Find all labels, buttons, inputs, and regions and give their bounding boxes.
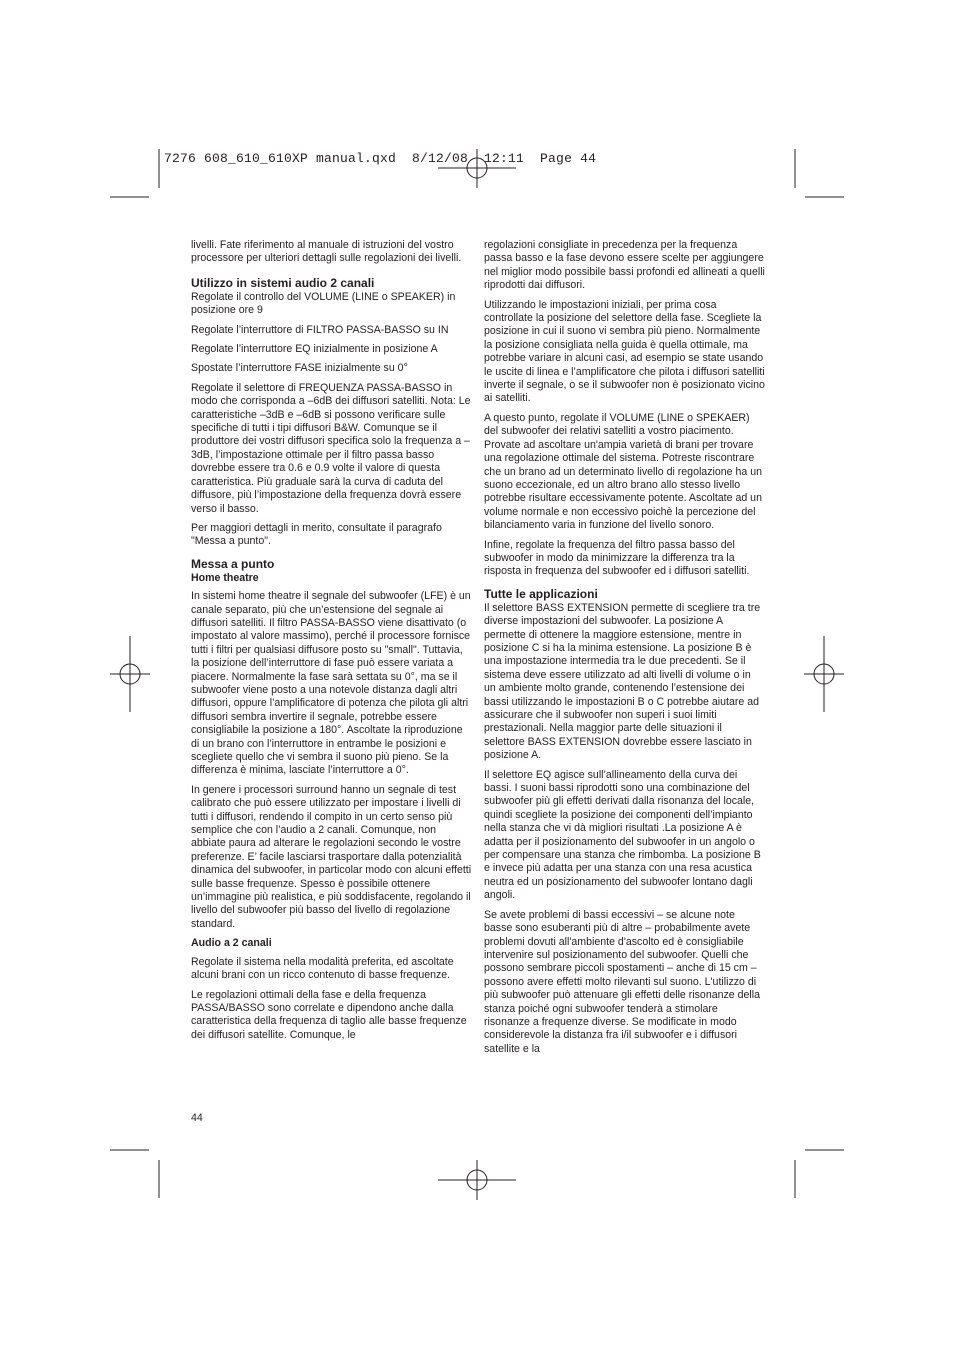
paragraph: Regolate il sistema nella modalità preferita, ed ascoltate alcuni brani con un ricco contenuto di basse frequenze. (191, 955, 454, 982)
heading-all-applications: Tutte le applicazioni (484, 586, 598, 601)
paragraph: Utilizzando le impostazioni iniziali, per prima cosa controllate la posizione del selettore della fase. Scegliete la posizione in cui il suono vi sembra più pieno. Normalmente la posizione consigliata nella guida è quella ottimale, ma potrebbe variare in alcuni casi, ad esempio se state usando le uscite di linea e l’amplificatore che pilota i diffusori satelliti inverte il segnale, o se il subwoofer non è posizionato vicino ai satelliti. (484, 298, 765, 405)
paragraph: Spostate l’interruttore FASE inizialmente su 0° (191, 362, 408, 375)
paragraph: Per maggiori dettagli in merito, consultate il paragrafo "Messa a punto". (191, 521, 442, 548)
subheading-home-theatre: Home theatre (191, 571, 259, 584)
paragraph: Regolate il controllo del VOLUME (LINE o SPEAKER) in posizione ore 9 (191, 290, 456, 317)
heading-setup: Messa a punto (191, 556, 275, 571)
paragraph: Infine, regolate la frequenza del filtro passa basso del subwoofer in modo da minimizzare la differenza tra la risposta in frequenza del subwoofer ed i diffusori satelliti. (484, 538, 750, 578)
print-slug: 7276 608_610_610XP manual.qxd 8/12/08 12:11 Page 44 (164, 151, 597, 166)
right-column (484, 239, 765, 1062)
page-number: 44 (191, 1112, 203, 1124)
paragraph: Le regolazioni ottimali della fase e della frequenza PASSA/BASSO sono correlate e dipendono anche dalla caratteristica della frequenza di taglio alle basse frequenze dei diffusori satellite. Comunque, le (191, 988, 467, 1041)
paragraph: A questo punto, regolate il VOLUME (LINE o SPEKAER) del subwoofer dei relativi satelliti a vostro piacimento. Provate ad ascoltare un'ampia varietà di brani per trovare una regolazione ottimale del sistema. Potreste riscontrare che un brano ad un determinato livello di regolazione ha un suono eccezionale, ed un altro brano allo stesso livello potrebbe risultare eccessivamente potente. Ascoltate ad un volume normale e non eccessivo poichè la percezione del bilanciamento varia in funzione del livello sonoro. (484, 411, 762, 532)
paragraph: regolazioni consigliate in precedenza per la frequenza passa basso e la fase devono essere scelte per aggiungere nel miglior modo possibile bassi profondi ed allineati a quelli riprodotti dai diffusori. (484, 239, 765, 292)
paragraph: In sistemi home theatre il segnale del subwoofer (LFE) è un canale separato, più che un’estensione del segnale ai diffusori satelliti. Il filtro PASSA-BASSO viene disattivato (o impostato al valore massimo), perché il processore fornisce tutti i filtri per qualsiasi diffusore posto su "small". Tuttavia, la posizione dell’interruttore di fase può essere variata a piacere. Normalmente la fase sarà settata su 0°, ma se il subwoofer viene posto a una notevole distanza dagli altri diffusori, oppure l’amplificatore di potenza che pilota gli altri diffusori sembra invertire il segnale, potrebbe essere consigliabile la posizione a 180°. Ascoltate la riproduzione di un brano con l’interruttore in entrambe le posizioni e scegliete quello che vi sembra il suono più pieno. Se la differenza è minima, lasciate l’interruttore a 0°. (191, 590, 471, 777)
paragraph: Regolate l’interruttore di FILTRO PASSA-BASSO su IN (191, 323, 449, 336)
paragraph: Se avete problemi di bassi eccessivi – se alcune note basse sono esuberanti più di altre – probabilmente avete problemi dovuti all'ambiente d'ascolto ed è consigliabile intervenire sul posizionamento del subwoofer. Quelli che possono sembrare piccoli spostamenti – anche di 15 cm – possono avere effetti molto rilevanti sul suono. L'utilizzo di più subwoofer può attenuare gli effetti delle risonanze della stanza poiché ogni subwoofer tenderà a stimolare risonanze a frequenze diverse. Se modificate in modo considerevole la distanza fra i/il subwoofer e i diffusori satellite e la (484, 908, 761, 1055)
left-column (191, 239, 472, 1048)
paragraph: Il selettore BASS EXTENSION permette di scegliere tra tre diverse impostazioni del subwoofer. La posizione A permette di ottenere la maggiore estensione, mentre in posizione C si ha la minima estensione. La posizione B è una impostazione intermedia tra le due precedenti. Se il sistema deve essere utilizzato ad alti livelli di volume o in un ambiente molto grande, contenendo l’estensione dei bassi utilizzando le impostazioni B o C potrebbe aiutare ad assicurare che il subwoofer non superi i suoi limiti prestazionali. Nella maggior parte delle situazioni il selettore BASS EXTENSION dovrebbe essere lasciato in posizione A. (484, 601, 761, 762)
paragraph: In genere i processori surround hanno un segnale di test calibrato che può essere utilizzato per impostare i livelli di tutti i diffusori, rendendo il compito in un certo senso più semplice che con l’audio a 2 canali. Comunque, non abbiate paura ad alterare le regolazioni secondo le vostre preferenze. E’ facile lasciarsi trasportare dalla potenzialità dinamica del subwoofer, in particolar modo con alcuni effetti sulle basse frequenze. Spesso è possibile ottenere un’immagine più realistica, e più soddisfacente, regolando il livello del subwoofer più basso del livello di regolazione standard. (191, 783, 472, 930)
intro-paragraph: livelli. Fate riferimento al manuale di istruzioni del vostro processore per ulteriori dettagli sulle regolazioni dei livelli. (191, 239, 462, 265)
paragraph: Il selettore EQ agisce sull’allineamento della curva dei bassi. I suoni bassi riprodotti sono una combinazione del subwoofer più gli effetti derivati dalla risonanza del locale, quindi scegliete la posizione dei componenti dell’impianto nella stanza che vi dà migliori risultati .La posizione A è adatta per il posizionamento del subwoofer in un angolo o per compensare una stanza che rimbomba. La posizione B e invece più adatta per una stanza con una resa acustica neutra ed un posizionamento del subwoofer lontano dagli angoli. (484, 768, 761, 902)
paragraph: Regolate il selettore di FREQUENZA PASSA-BASSO in modo che corrisponda a –6dB dei diffusori satelliti. Nota: Le caratteristiche –3dB e –6dB si possono verificare sulle specifiche di tutti i tipi diffusori B&W. Comunque se il produttore dei vostri diffusori specifica solo la frequenza a –3dB, l’impostazione ottimale per il filtro passa basso dovrebbe essere tra 0.6 e 0.9 volte il valore di questa caratteristica. Più graduale sarà la curva di caduta del diffusore, più l’impostazione della frequenza dovrà essere verso il basso. (191, 381, 471, 515)
paragraph: Regolate l’interruttore EQ inizialmente in posizione A (191, 343, 438, 356)
subheading-2-channel-audio: Audio a 2 canali (191, 937, 272, 950)
heading-2-channel: Utilizzo in sistemi audio 2 canali (191, 275, 375, 290)
